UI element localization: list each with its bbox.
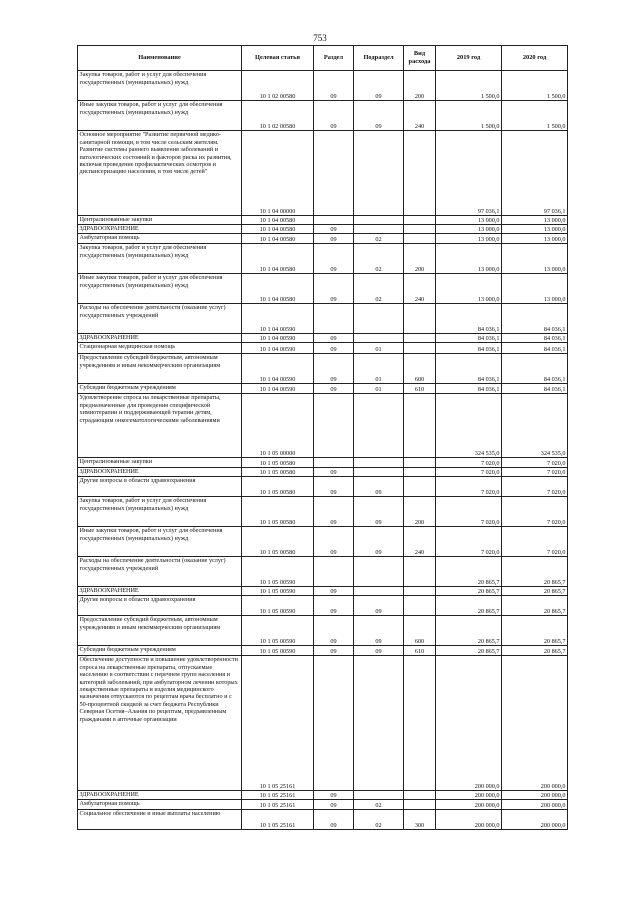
row-expense-type bbox=[404, 304, 436, 334]
row-amount-2019: 13 000,0 bbox=[436, 234, 502, 244]
row-name: Удовлетворение спроса на лекарственные препараты, предназначенные для проведения специфической химиотерапии и поддерживающей терапии детям, страдающим онкогематологическими заболеваниями bbox=[78, 394, 242, 458]
row-section: 09 bbox=[314, 101, 354, 131]
col-header-year-2019: 2019 год bbox=[436, 46, 502, 71]
row-name: Основное мероприятие "Развитие первичной медико-санитарной помощи, в том числе сельским жителям. Развитие системы раннего выявления заболеваний и патологических состояний и факторов риска их развития, включая проведение профилактических осмотров и диспансеризацию населения, в том числе детей" bbox=[78, 131, 242, 216]
row-subsection bbox=[354, 304, 404, 334]
row-target-article: 10 1 05 25161 bbox=[242, 810, 314, 830]
row-section: 09 bbox=[314, 810, 354, 830]
row-subsection bbox=[354, 557, 404, 587]
row-section: 09 bbox=[314, 334, 354, 343]
col-header-subsection: Подраздел bbox=[354, 46, 404, 71]
row-name: Другие вопросы в области здравоохранения bbox=[78, 596, 242, 616]
row-amount-2020: 84 036,1 bbox=[502, 354, 568, 384]
row-target-article: 10 1 05 00580 bbox=[242, 458, 314, 468]
row-amount-2019: 20 865,7 bbox=[436, 646, 502, 656]
table-row bbox=[78, 343, 568, 354]
row-amount-2019: 84 036,1 bbox=[436, 304, 502, 334]
table-row bbox=[78, 131, 568, 216]
row-amount-2019: 324 535,0 bbox=[436, 394, 502, 458]
row-section bbox=[314, 656, 354, 791]
row-expense-type: 240 bbox=[404, 274, 436, 304]
row-name: Иные закупки товаров, работ и услуг для обеспечения государственных (муниципальных) нужд bbox=[78, 527, 242, 557]
row-expense-type: 200 bbox=[404, 244, 436, 274]
row-subsection: 01 bbox=[354, 354, 404, 384]
col-header-year-2020: 2020 год bbox=[502, 46, 568, 71]
row-name: Закупка товаров, работ и услуг для обеспечения государственных (муниципальных) нужд bbox=[78, 497, 242, 527]
row-name: ЗДРАВООХРАНЕНИЕ bbox=[78, 791, 242, 800]
row-section: 09 bbox=[314, 616, 354, 646]
row-expense-type bbox=[404, 800, 436, 810]
row-name: ЗДРАВООХРАНЕНИЕ bbox=[78, 468, 242, 477]
row-name: Расходы на обеспечение деятельности (оказание услуг) государственных учреждений bbox=[78, 557, 242, 587]
table-row bbox=[78, 101, 568, 131]
row-section: 09 bbox=[314, 587, 354, 596]
col-header-target-article: Целевая статья bbox=[242, 46, 314, 71]
row-expense-type: 200 bbox=[404, 497, 436, 527]
row-expense-type bbox=[404, 458, 436, 468]
row-name: Закупка товаров, работ и услуг для обеспечения государственных (муниципальных) нужд bbox=[78, 244, 242, 274]
row-name: Амбулаторная помощь bbox=[78, 234, 242, 244]
row-name: Иные закупки товаров, работ и услуг для обеспечения государственных (муниципальных) нужд bbox=[78, 101, 242, 131]
row-section bbox=[314, 131, 354, 216]
row-subsection: 01 bbox=[354, 343, 404, 354]
table-row bbox=[78, 791, 568, 800]
row-subsection: 09 bbox=[354, 646, 404, 656]
row-target-article: 10 1 04 00580 bbox=[242, 234, 314, 244]
row-name: ЗДРАВООХРАНЕНИЕ bbox=[78, 334, 242, 343]
row-expense-type bbox=[404, 225, 436, 234]
col-header-expense-type: Вид расхода bbox=[404, 46, 436, 71]
row-amount-2020: 20 865,7 bbox=[502, 646, 568, 656]
row-name: Иные закупки товаров, работ и услуг для обеспечения государственных (муниципальных) нужд bbox=[78, 274, 242, 304]
row-name: ЗДРАВООХРАНЕНИЕ bbox=[78, 587, 242, 596]
row-section: 09 bbox=[314, 225, 354, 234]
row-name: ЗДРАВООХРАНЕНИЕ bbox=[78, 225, 242, 234]
row-amount-2020: 13 000,0 bbox=[502, 225, 568, 234]
row-name: Амбулаторная помощь bbox=[78, 800, 242, 810]
row-target-article: 10 1 04 00590 bbox=[242, 343, 314, 354]
row-target-article: 10 1 04 00580 bbox=[242, 274, 314, 304]
row-expense-type: 240 bbox=[404, 527, 436, 557]
row-subsection bbox=[354, 587, 404, 596]
row-amount-2019: 200 000,0 bbox=[436, 810, 502, 830]
table-row bbox=[78, 274, 568, 304]
table-row bbox=[78, 800, 568, 810]
row-subsection bbox=[354, 334, 404, 343]
table-row bbox=[78, 468, 568, 477]
row-target-article: 10 1 04 00580 bbox=[242, 244, 314, 274]
table-row bbox=[78, 354, 568, 384]
row-expense-type: 600 bbox=[404, 616, 436, 646]
row-section: 09 bbox=[314, 244, 354, 274]
row-amount-2019: 7 020,0 bbox=[436, 497, 502, 527]
row-amount-2019: 97 036,1 bbox=[436, 131, 502, 216]
page-number: 753 bbox=[313, 33, 327, 43]
row-amount-2020: 7 020,0 bbox=[502, 477, 568, 497]
row-section: 09 bbox=[314, 596, 354, 616]
row-name: Обеспечение доступности и повышение удовлетворенности спроса на лекарственные препараты, отпускаемые населению в соответствии с перечнем групп населения и категорий заболеваний, при амбулаторном лечении которых лекарственные препараты и изделия медицинского назначения отпускаются по рецептам врача бесплатно и с 50-процентной скидкой за счет бюджета Республики Северная Осетия–Алания по рецептам, предъявленным гражданами в аптечные организации bbox=[78, 656, 242, 791]
row-subsection: 09 bbox=[354, 596, 404, 616]
row-target-article: 10 1 05 00590 bbox=[242, 587, 314, 596]
row-subsection: 02 bbox=[354, 810, 404, 830]
row-subsection: 09 bbox=[354, 616, 404, 646]
row-section bbox=[314, 304, 354, 334]
row-subsection: 02 bbox=[354, 800, 404, 810]
row-name: Централизованные закупки bbox=[78, 216, 242, 225]
row-section: 09 bbox=[314, 343, 354, 354]
row-expense-type bbox=[404, 477, 436, 497]
table-body bbox=[78, 71, 568, 830]
table-row bbox=[78, 304, 568, 334]
row-amount-2020: 324 535,0 bbox=[502, 394, 568, 458]
row-amount-2019: 200 000,0 bbox=[436, 791, 502, 800]
row-amount-2019: 20 865,7 bbox=[436, 596, 502, 616]
row-amount-2020: 84 036,1 bbox=[502, 384, 568, 394]
row-amount-2019: 20 865,7 bbox=[436, 616, 502, 646]
row-target-article: 10 1 04 00580 bbox=[242, 216, 314, 225]
col-header-section: Раздел bbox=[314, 46, 354, 71]
table-row bbox=[78, 458, 568, 468]
row-amount-2020: 84 036,1 bbox=[502, 343, 568, 354]
row-expense-type: 300 bbox=[404, 810, 436, 830]
row-amount-2020: 97 036,1 bbox=[502, 131, 568, 216]
row-target-article: 10 1 04 00590 bbox=[242, 384, 314, 394]
row-name: Централизованные закупки bbox=[78, 458, 242, 468]
table-row bbox=[78, 527, 568, 557]
row-section bbox=[314, 216, 354, 225]
row-amount-2019: 7 020,0 bbox=[436, 477, 502, 497]
row-amount-2019: 1 500,0 bbox=[436, 71, 502, 101]
table-row bbox=[78, 656, 568, 791]
row-amount-2020: 7 020,0 bbox=[502, 497, 568, 527]
row-target-article: 10 1 05 00580 bbox=[242, 497, 314, 527]
row-subsection bbox=[354, 225, 404, 234]
row-name: Субсидии бюджетным учреждениям bbox=[78, 646, 242, 656]
row-subsection bbox=[354, 458, 404, 468]
row-expense-type bbox=[404, 131, 436, 216]
row-amount-2020: 13 000,0 bbox=[502, 244, 568, 274]
row-subsection: 09 bbox=[354, 477, 404, 497]
row-target-article: 10 1 04 00580 bbox=[242, 225, 314, 234]
row-expense-type: 200 bbox=[404, 71, 436, 101]
row-section: 09 bbox=[314, 384, 354, 394]
row-expense-type bbox=[404, 468, 436, 477]
table-row bbox=[78, 384, 568, 394]
row-expense-type bbox=[404, 656, 436, 791]
row-amount-2019: 7 020,0 bbox=[436, 527, 502, 557]
row-section: 09 bbox=[314, 800, 354, 810]
table-row bbox=[78, 216, 568, 225]
table-row bbox=[78, 244, 568, 274]
row-subsection bbox=[354, 791, 404, 800]
row-expense-type: 610 bbox=[404, 384, 436, 394]
row-section: 09 bbox=[314, 71, 354, 101]
row-amount-2019: 7 020,0 bbox=[436, 458, 502, 468]
row-amount-2019: 20 865,7 bbox=[436, 587, 502, 596]
row-target-article: 10 1 04 00590 bbox=[242, 304, 314, 334]
row-name: Стационарная медицинская помощь bbox=[78, 343, 242, 354]
row-subsection: 02 bbox=[354, 244, 404, 274]
row-name: Закупка товаров, работ и услуг для обеспечения государственных (муниципальных) нужд bbox=[78, 71, 242, 101]
table-row bbox=[78, 225, 568, 234]
row-expense-type bbox=[404, 557, 436, 587]
col-header-name: Наименование bbox=[78, 46, 242, 71]
row-target-article: 10 1 05 00590 bbox=[242, 646, 314, 656]
row-amount-2019: 13 000,0 bbox=[436, 244, 502, 274]
row-expense-type bbox=[404, 791, 436, 800]
row-expense-type bbox=[404, 234, 436, 244]
row-name: Другие вопросы в области здравоохранения bbox=[78, 477, 242, 497]
row-amount-2020: 13 000,0 bbox=[502, 274, 568, 304]
table-row bbox=[78, 497, 568, 527]
row-amount-2020: 7 020,0 bbox=[502, 527, 568, 557]
row-target-article: 10 1 05 00580 bbox=[242, 477, 314, 497]
row-subsection bbox=[354, 656, 404, 791]
table-row bbox=[78, 810, 568, 830]
row-name: Субсидии бюджетным учреждениям bbox=[78, 384, 242, 394]
row-subsection: 02 bbox=[354, 274, 404, 304]
row-amount-2019: 84 036,1 bbox=[436, 384, 502, 394]
table-row bbox=[78, 557, 568, 587]
row-subsection bbox=[354, 216, 404, 225]
row-expense-type bbox=[404, 596, 436, 616]
row-amount-2019: 84 036,1 bbox=[436, 354, 502, 384]
row-amount-2020: 1 500,0 bbox=[502, 71, 568, 101]
row-section: 09 bbox=[314, 497, 354, 527]
row-name: Социальное обеспечение и иные выплаты населению bbox=[78, 810, 242, 830]
row-target-article: 10 1 05 00580 bbox=[242, 527, 314, 557]
row-target-article: 10 1 05 00580 bbox=[242, 468, 314, 477]
row-section: 09 bbox=[314, 234, 354, 244]
row-target-article: 10 1 04 00590 bbox=[242, 354, 314, 384]
row-amount-2019: 200 000,0 bbox=[436, 800, 502, 810]
row-amount-2020: 84 036,1 bbox=[502, 304, 568, 334]
row-amount-2020: 20 865,7 bbox=[502, 616, 568, 646]
row-target-article: 10 1 02 00580 bbox=[242, 71, 314, 101]
row-amount-2020: 200 000,0 bbox=[502, 791, 568, 800]
row-subsection: 09 bbox=[354, 71, 404, 101]
table-row bbox=[78, 234, 568, 244]
budget-table bbox=[77, 45, 568, 830]
row-expense-type: 610 bbox=[404, 646, 436, 656]
row-target-article: 10 1 05 25161 bbox=[242, 791, 314, 800]
row-subsection bbox=[354, 394, 404, 458]
row-target-article: 10 1 04 00590 bbox=[242, 334, 314, 343]
row-expense-type bbox=[404, 587, 436, 596]
row-amount-2020: 1 500,0 bbox=[502, 101, 568, 131]
row-subsection bbox=[354, 468, 404, 477]
row-target-article: 10 1 05 25161 bbox=[242, 656, 314, 791]
row-amount-2020: 20 865,7 bbox=[502, 587, 568, 596]
row-section: 09 bbox=[314, 477, 354, 497]
table-row bbox=[78, 477, 568, 497]
row-target-article: 10 1 05 00590 bbox=[242, 596, 314, 616]
row-section bbox=[314, 458, 354, 468]
row-subsection bbox=[354, 131, 404, 216]
row-amount-2020: 7 020,0 bbox=[502, 458, 568, 468]
row-amount-2019: 13 000,0 bbox=[436, 225, 502, 234]
row-subsection: 01 bbox=[354, 384, 404, 394]
row-amount-2019: 84 036,1 bbox=[436, 334, 502, 343]
table-row bbox=[78, 71, 568, 101]
row-section bbox=[314, 557, 354, 587]
row-amount-2020: 13 000,0 bbox=[502, 216, 568, 225]
table-row bbox=[78, 587, 568, 596]
row-section: 09 bbox=[314, 274, 354, 304]
row-target-article: 10 1 02 00580 bbox=[242, 101, 314, 131]
row-amount-2020: 7 020,0 bbox=[502, 468, 568, 477]
row-target-article: 10 1 05 00590 bbox=[242, 557, 314, 587]
row-subsection: 09 bbox=[354, 527, 404, 557]
row-amount-2019: 13 000,0 bbox=[436, 216, 502, 225]
row-target-article: 10 1 05 00000 bbox=[242, 394, 314, 458]
row-subsection: 09 bbox=[354, 497, 404, 527]
table-header-row bbox=[78, 46, 568, 71]
row-amount-2020: 13 000,0 bbox=[502, 234, 568, 244]
row-name: Расходы на обеспечение деятельности (оказание услуг) государственных учреждений bbox=[78, 304, 242, 334]
row-target-article: 10 1 05 25161 bbox=[242, 800, 314, 810]
row-section: 09 bbox=[314, 527, 354, 557]
table-row bbox=[78, 334, 568, 343]
row-amount-2020: 200 000,0 bbox=[502, 656, 568, 791]
row-amount-2019: 13 000,0 bbox=[436, 274, 502, 304]
row-expense-type bbox=[404, 334, 436, 343]
row-expense-type: 600 bbox=[404, 354, 436, 384]
row-amount-2020: 20 865,7 bbox=[502, 596, 568, 616]
row-expense-type bbox=[404, 216, 436, 225]
row-amount-2019: 84 036,1 bbox=[436, 343, 502, 354]
row-name: Предоставление субсидий бюджетным, автономным учреждениям и иным некоммерческим организациям bbox=[78, 354, 242, 384]
row-amount-2019: 200 000,0 bbox=[436, 656, 502, 791]
row-expense-type bbox=[404, 343, 436, 354]
row-subsection: 02 bbox=[354, 234, 404, 244]
table-row bbox=[78, 646, 568, 656]
row-section: 09 bbox=[314, 791, 354, 800]
row-subsection: 09 bbox=[354, 101, 404, 131]
table-row bbox=[78, 616, 568, 646]
row-section bbox=[314, 394, 354, 458]
row-expense-type bbox=[404, 394, 436, 458]
row-section: 09 bbox=[314, 646, 354, 656]
row-amount-2020: 200 000,0 bbox=[502, 800, 568, 810]
row-amount-2019: 20 865,7 bbox=[436, 557, 502, 587]
row-amount-2020: 200 000,0 bbox=[502, 810, 568, 830]
row-amount-2019: 1 500,0 bbox=[436, 101, 502, 131]
row-expense-type: 240 bbox=[404, 101, 436, 131]
row-section: 09 bbox=[314, 468, 354, 477]
table-row bbox=[78, 596, 568, 616]
row-section: 09 bbox=[314, 354, 354, 384]
table-row bbox=[78, 394, 568, 458]
row-target-article: 10 1 05 00590 bbox=[242, 616, 314, 646]
row-amount-2020: 20 865,7 bbox=[502, 557, 568, 587]
row-target-article: 10 1 04 00000 bbox=[242, 131, 314, 216]
row-amount-2020: 84 036,1 bbox=[502, 334, 568, 343]
row-amount-2019: 7 020,0 bbox=[436, 468, 502, 477]
row-name: Предоставление субсидий бюджетным, автономным учреждениям и иным некоммерческим организациям bbox=[78, 616, 242, 646]
